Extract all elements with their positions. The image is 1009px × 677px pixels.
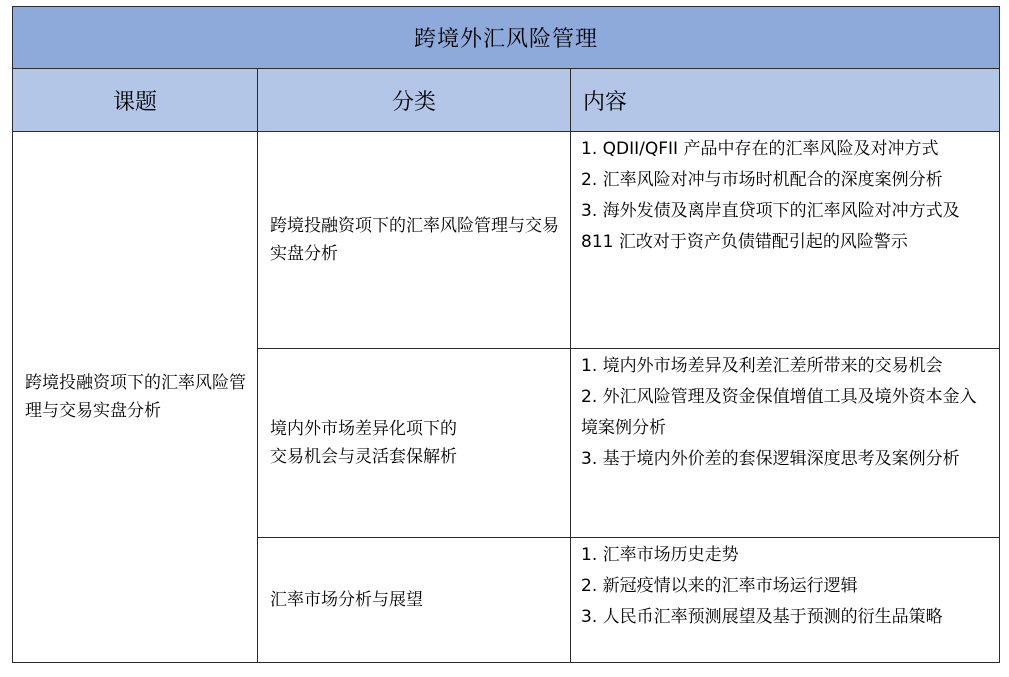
content-cell bbox=[571, 132, 1000, 349]
content-item: 1. QDII/QFII 产品中存在的汇率风险及对冲方式 bbox=[581, 139, 939, 159]
content-item: 3. 基于境内外价差的套保逻辑深度思考及案例分析 bbox=[581, 449, 960, 469]
title-row bbox=[13, 7, 1000, 69]
content-item: 3. 人民币汇率预测展望及基于预测的衍生品策略 bbox=[581, 607, 943, 627]
header-content: 内容 bbox=[571, 69, 1000, 132]
content-cell bbox=[571, 349, 1000, 538]
content-item: 2. 新冠疫情以来的汇率市场运行逻辑 bbox=[581, 576, 858, 596]
category-cell bbox=[258, 349, 571, 538]
course-table bbox=[12, 6, 1000, 663]
table-row bbox=[13, 132, 1000, 349]
category-cell: 汇率市场分析与展望 bbox=[258, 538, 571, 663]
topic-cell: 跨境投融资项下的汇率风险管理与交易实盘分析 bbox=[13, 132, 258, 663]
content-item: 3. 海外发债及离岸直贷项下的汇率风险对冲方式及 811 汇改对于资产负债错配引起的风险警示 bbox=[581, 201, 960, 252]
content-item: 1. 汇率市场历史走势 bbox=[581, 545, 739, 565]
table-title: 跨境外汇风险管理 bbox=[13, 7, 1000, 69]
category-line: 交易机会与灵活套保解析 bbox=[270, 447, 457, 467]
content-cell bbox=[571, 538, 1000, 663]
header-category: 分类 bbox=[258, 69, 571, 132]
header-row bbox=[13, 69, 1000, 132]
content-item: 2. 汇率风险对冲与市场时机配合的深度案例分析 bbox=[581, 170, 943, 190]
category-cell: 跨境投融资项下的汇率风险管理与交易实盘分析 bbox=[258, 132, 571, 349]
content-item: 1. 境内外市场差异及利差汇差所带来的交易机会 bbox=[581, 356, 943, 376]
category-line: 境内外市场差异化项下的 bbox=[270, 419, 457, 439]
header-topic: 课题 bbox=[13, 69, 258, 132]
content-item: 2. 外汇风险管理及资金保值增值工具及境外资本金入境案例分析 bbox=[581, 387, 977, 438]
course-table-wrapper bbox=[12, 6, 999, 663]
